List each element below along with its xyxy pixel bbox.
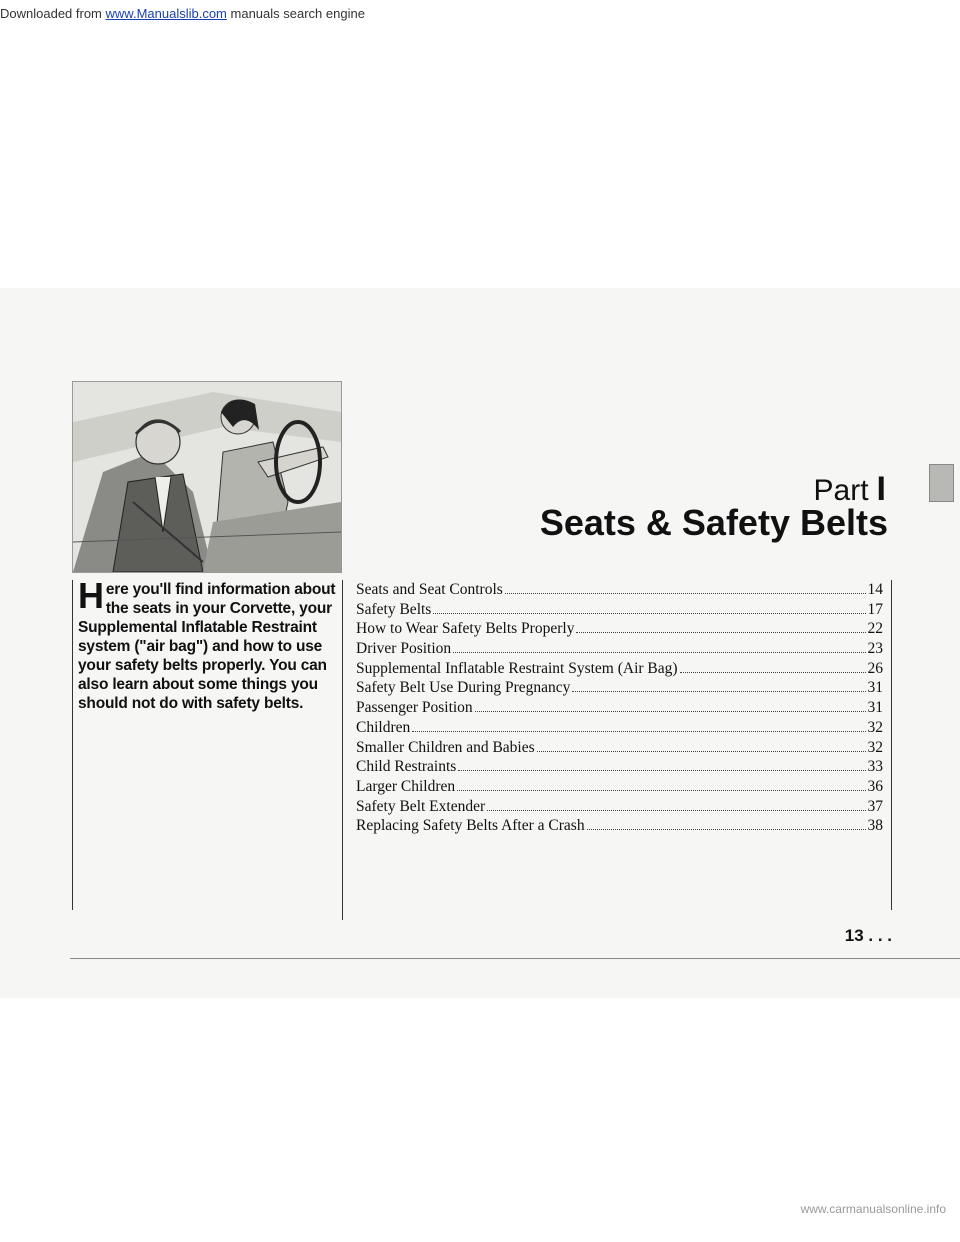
toc-title: How to Wear Safety Belts Properly — [356, 620, 575, 638]
toc-page: 22 — [867, 620, 883, 638]
toc-leader — [587, 817, 866, 830]
banner-prefix: Downloaded from — [0, 6, 102, 21]
toc-page: 36 — [867, 777, 883, 795]
section-title: Seats & Safety Belts — [539, 502, 888, 543]
toc-title: Larger Children — [356, 777, 456, 795]
right-divider — [891, 580, 892, 910]
toc-title: Supplemental Inflatable Restraint System (Air Bag) — [356, 659, 678, 677]
toc-title: Safety Belt Use During Pregnancy — [356, 679, 571, 697]
toc-page: 23 — [867, 640, 883, 658]
toc-page: 32 — [867, 738, 883, 756]
toc-entry[interactable] — [356, 718, 883, 738]
toc-page: 14 — [867, 581, 883, 598]
toc-leader — [433, 601, 865, 614]
toc-leader — [453, 640, 865, 653]
toc-entry[interactable] — [356, 816, 883, 836]
part-number: I — [876, 470, 886, 508]
toc-entry[interactable] — [356, 619, 883, 639]
toc-title: Replacing Safety Belts After a Crash — [356, 817, 585, 835]
banner-suffix: manuals search engine — [230, 6, 365, 21]
toc-page: 37 — [867, 797, 883, 815]
toc-leader — [475, 699, 866, 712]
toc-leader — [487, 798, 865, 811]
toc-entry[interactable] — [356, 678, 883, 698]
toc-entry[interactable] — [356, 580, 883, 600]
table-of-contents — [356, 580, 883, 836]
intro-text: ere you'll find information about the seats in your Corvette, your Supplemental Inflatable Restraint system ("air bag") and how to use your safety belts properly. You can also learn about some things you should not do with safety belts. — [78, 581, 336, 712]
toc-title: Children — [356, 718, 411, 736]
toc-leader — [537, 739, 866, 752]
toc-leader — [576, 620, 865, 633]
intro-paragraph — [78, 575, 340, 713]
left-divider — [72, 580, 73, 910]
toc-page: 17 — [867, 600, 883, 618]
intro-dropcap: H — [78, 575, 104, 616]
toc-page: 31 — [867, 699, 883, 717]
carmanualsonline-watermark: www.carmanualsonline.info — [800, 1202, 946, 1216]
toc-title: Safety Belt Extender — [356, 797, 486, 815]
middle-divider — [342, 580, 343, 920]
toc-leader — [412, 719, 865, 732]
manualslib-link[interactable]: www.Manualslib.com — [105, 6, 227, 21]
bottom-divider — [70, 958, 960, 959]
seat-illustration — [72, 381, 342, 573]
toc-title: Safety Belts — [356, 600, 432, 618]
toc-entry[interactable] — [356, 757, 883, 777]
download-banner — [0, 6, 960, 21]
toc-page: 33 — [867, 758, 883, 776]
section-tab-marker — [929, 464, 954, 502]
toc-entry[interactable] — [356, 698, 883, 718]
toc-title: Passenger Position — [356, 699, 473, 717]
toc-page: 31 — [867, 679, 883, 697]
illustration-drawing — [73, 382, 341, 572]
toc-title: Driver Position — [356, 640, 452, 658]
toc-entry[interactable] — [356, 600, 883, 620]
toc-entry[interactable] — [356, 777, 883, 797]
toc-title: Child Restraints — [356, 758, 457, 776]
toc-page: 38 — [867, 817, 883, 835]
page-number: 13 . . . — [844, 926, 892, 945]
toc-leader — [457, 778, 865, 791]
toc-page: 32 — [867, 718, 883, 736]
toc-leader — [505, 581, 866, 594]
toc-entry[interactable] — [356, 659, 883, 679]
toc-title: Seats and Seat Controls — [356, 581, 503, 598]
toc-entry[interactable] — [356, 738, 883, 758]
part-word: Part — [813, 474, 869, 507]
toc-leader — [572, 679, 865, 692]
toc-entry[interactable] — [356, 797, 883, 817]
toc-leader — [458, 758, 865, 771]
toc-leader — [680, 660, 866, 673]
toc-entry[interactable] — [356, 639, 883, 659]
toc-title: Smaller Children and Babies — [356, 738, 535, 756]
toc-page: 26 — [867, 659, 883, 677]
